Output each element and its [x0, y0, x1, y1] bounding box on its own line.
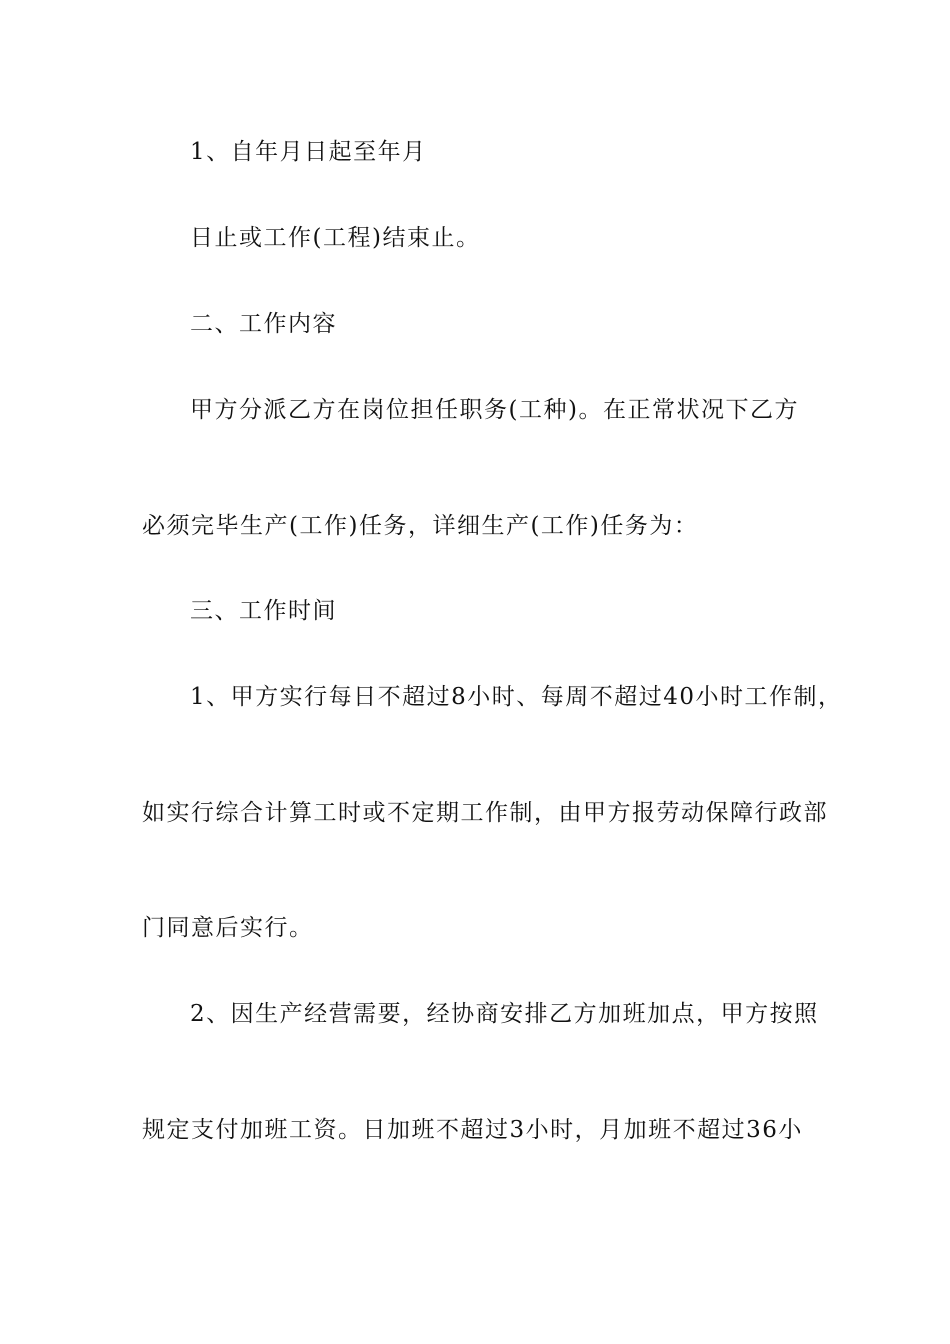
text-line-8: 如实行综合计算工时或不定期工作制，由甲方报劳动保障行政部 — [142, 800, 828, 826]
text-line-10: 2、因生产经营需要，经协商安排乙方加班加点，甲方按照 — [190, 1001, 819, 1027]
section-heading-work-time: 三、工作时间 — [190, 598, 337, 624]
text-line-11: 规定支付加班工资。日加班不超过3小时，月加班不超过36小 — [142, 1117, 803, 1143]
text-line-2: 日止或工作(工程)结束止。 — [190, 225, 481, 251]
text-line-4: 甲方分派乙方在岗位担任职务(工种)。在正常状况下乙方 — [190, 397, 799, 423]
text-line-1: 1、自年月日起至年月 — [190, 139, 427, 165]
section-heading-work-content: 二、工作内容 — [190, 311, 337, 337]
text-line-7: 1、甲方实行每日不超过8小时、每周不超过40小时工作制， — [190, 684, 843, 710]
text-line-5: 必须完毕生产(工作)任务，详细生产(工作)任务为： — [142, 513, 699, 539]
text-line-9: 门同意后实行。 — [142, 915, 314, 941]
